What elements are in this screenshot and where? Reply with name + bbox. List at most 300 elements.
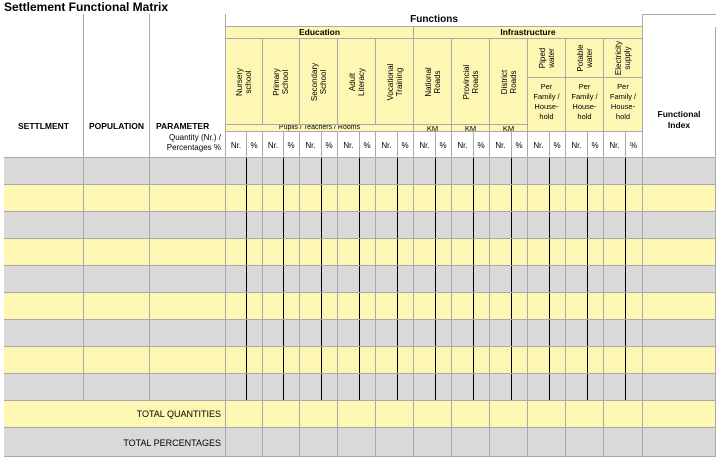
matrix-cell[interactable] bbox=[566, 266, 604, 293]
matrix-cell[interactable] bbox=[263, 347, 300, 374]
nr-pct-divider bbox=[473, 374, 474, 400]
nr-pct-divider bbox=[435, 374, 436, 400]
total-percentages-cell[interactable] bbox=[263, 428, 300, 457]
matrix-cell[interactable] bbox=[643, 320, 716, 347]
nr-pct-divider bbox=[359, 266, 360, 292]
matrix-cell[interactable] bbox=[643, 212, 716, 239]
infrastructure-col-4 bbox=[566, 39, 604, 78]
matrix-cell[interactable] bbox=[84, 347, 150, 374]
matrix-cell[interactable] bbox=[604, 293, 643, 320]
nr-label: Nr. bbox=[495, 141, 506, 150]
nr-pct-divider bbox=[473, 158, 474, 184]
nr-pct-divider bbox=[246, 293, 247, 319]
matrix-cell[interactable] bbox=[300, 320, 338, 347]
page-title: Settlement Functional Matrix bbox=[4, 0, 169, 14]
matrix-cell[interactable] bbox=[490, 347, 528, 374]
matrix-cell[interactable] bbox=[226, 266, 263, 293]
nr-pct-divider bbox=[511, 132, 512, 157]
matrix-cell[interactable] bbox=[490, 266, 528, 293]
matrix-cell[interactable] bbox=[4, 212, 84, 239]
matrix-cell[interactable] bbox=[490, 293, 528, 320]
nr-pct-divider bbox=[473, 185, 474, 211]
matrix-cell[interactable] bbox=[150, 374, 226, 401]
nr-pct-divider bbox=[283, 185, 284, 211]
nr-pct-divider bbox=[625, 347, 626, 373]
nr-pct-header bbox=[338, 132, 376, 158]
matrix-cell[interactable] bbox=[528, 320, 566, 347]
nr-pct-divider bbox=[435, 132, 436, 157]
matrix-cell[interactable] bbox=[414, 239, 452, 266]
pct-label: % bbox=[363, 141, 371, 150]
nr-pct-divider bbox=[397, 212, 398, 238]
nr-pct-divider bbox=[246, 158, 247, 184]
nr-pct-divider bbox=[359, 293, 360, 319]
nr-pct-divider bbox=[246, 374, 247, 400]
nr-pct-header bbox=[604, 132, 643, 158]
matrix-cell[interactable] bbox=[150, 158, 226, 185]
matrix-cell[interactable] bbox=[4, 239, 84, 266]
infrastructure-unit-0 bbox=[414, 125, 452, 132]
nr-pct-header bbox=[490, 132, 528, 158]
total-quantities-label-cell bbox=[4, 401, 226, 428]
matrix-cell[interactable] bbox=[338, 212, 376, 239]
nr-pct-divider bbox=[435, 266, 436, 292]
nr-pct-divider bbox=[321, 185, 322, 211]
nr-pct-divider bbox=[435, 185, 436, 211]
matrix-cell[interactable] bbox=[452, 347, 490, 374]
nr-pct-divider bbox=[625, 185, 626, 211]
matrix-cell[interactable] bbox=[452, 158, 490, 185]
nr-pct-divider bbox=[321, 266, 322, 292]
nr-pct-divider bbox=[511, 374, 512, 400]
matrix-cell[interactable] bbox=[604, 374, 643, 401]
matrix-cell[interactable] bbox=[414, 320, 452, 347]
total-quantities-cell[interactable] bbox=[604, 401, 643, 428]
population-header-label: POPULATION bbox=[88, 121, 145, 131]
infrastructure-col-label: Electricity supply bbox=[614, 40, 632, 76]
matrix-cell[interactable] bbox=[226, 293, 263, 320]
total-percentages-cell[interactable] bbox=[566, 428, 604, 457]
matrix-cell[interactable] bbox=[643, 347, 716, 374]
matrix-cell[interactable] bbox=[643, 239, 716, 266]
matrix-cell[interactable] bbox=[566, 212, 604, 239]
matrix-cell[interactable] bbox=[150, 320, 226, 347]
nr-label: Nr. bbox=[305, 141, 316, 150]
nr-pct-divider bbox=[283, 374, 284, 400]
nr-pct-divider bbox=[283, 212, 284, 238]
total-quantities-cell[interactable] bbox=[414, 401, 452, 428]
matrix-cell[interactable] bbox=[338, 158, 376, 185]
matrix-cell[interactable] bbox=[150, 239, 226, 266]
education-label: Education bbox=[298, 27, 341, 37]
nr-pct-divider bbox=[283, 132, 284, 157]
matrix-cell[interactable] bbox=[414, 185, 452, 212]
nr-pct-divider bbox=[549, 212, 550, 238]
total-percentages-cell[interactable] bbox=[452, 428, 490, 457]
matrix-cell[interactable] bbox=[263, 293, 300, 320]
nr-pct-divider bbox=[246, 320, 247, 346]
nr-pct-divider bbox=[625, 266, 626, 292]
matrix-cell[interactable] bbox=[452, 320, 490, 347]
matrix-cell[interactable] bbox=[300, 374, 338, 401]
matrix-cell[interactable] bbox=[226, 158, 263, 185]
total-percentages-cell[interactable] bbox=[528, 428, 566, 457]
nr-pct-divider bbox=[283, 293, 284, 319]
matrix-cell[interactable] bbox=[414, 293, 452, 320]
total-quantities-cell[interactable] bbox=[490, 401, 528, 428]
matrix-cell[interactable] bbox=[4, 266, 84, 293]
infrastructure-col-3 bbox=[528, 39, 566, 78]
nr-pct-divider bbox=[587, 185, 588, 211]
matrix-cell[interactable] bbox=[604, 185, 643, 212]
nr-pct-divider bbox=[587, 293, 588, 319]
total-quantities-cell[interactable] bbox=[643, 401, 716, 428]
matrix-cell[interactable] bbox=[528, 266, 566, 293]
matrix-cell[interactable] bbox=[226, 347, 263, 374]
education-col-3 bbox=[338, 39, 376, 125]
matrix-cell[interactable] bbox=[338, 185, 376, 212]
matrix-cell[interactable] bbox=[643, 266, 716, 293]
functional-index-label: Functional Index bbox=[657, 109, 701, 130]
matrix-cell[interactable] bbox=[452, 374, 490, 401]
matrix-cell[interactable] bbox=[376, 320, 414, 347]
nr-pct-divider bbox=[511, 158, 512, 184]
nr-pct-divider bbox=[625, 132, 626, 157]
infrastructure-col-label: Potable water bbox=[575, 44, 594, 72]
nr-pct-divider bbox=[397, 347, 398, 373]
nr-pct-divider bbox=[549, 158, 550, 184]
matrix-cell[interactable] bbox=[452, 185, 490, 212]
matrix-cell[interactable] bbox=[452, 293, 490, 320]
infrastructure-unit-5 bbox=[604, 78, 643, 132]
nr-pct-header bbox=[263, 132, 300, 158]
functions-label: Functions bbox=[410, 14, 458, 25]
matrix-cell[interactable] bbox=[452, 239, 490, 266]
matrix-cell[interactable] bbox=[643, 293, 716, 320]
nr-pct-divider bbox=[587, 132, 588, 157]
matrix-cell[interactable] bbox=[490, 185, 528, 212]
matrix-cell[interactable] bbox=[300, 239, 338, 266]
education-col-2 bbox=[300, 39, 338, 125]
matrix-cell[interactable] bbox=[376, 158, 414, 185]
total-percentages-cell[interactable] bbox=[300, 428, 338, 457]
nr-pct-divider bbox=[587, 266, 588, 292]
infrastructure-unit-3 bbox=[528, 78, 566, 132]
matrix-cell[interactable] bbox=[490, 320, 528, 347]
nr-pct-divider bbox=[321, 293, 322, 319]
pct-label: % bbox=[553, 141, 561, 150]
education-col-label: Secondary School bbox=[309, 62, 328, 101]
matrix-cell[interactable] bbox=[4, 320, 84, 347]
nr-pct-divider bbox=[397, 320, 398, 346]
total-quantities-cell[interactable] bbox=[263, 401, 300, 428]
matrix-cell[interactable] bbox=[338, 320, 376, 347]
matrix-cell[interactable] bbox=[414, 347, 452, 374]
matrix-cell[interactable] bbox=[376, 239, 414, 266]
nr-pct-divider bbox=[246, 266, 247, 292]
matrix-cell[interactable] bbox=[643, 185, 716, 212]
nr-pct-divider bbox=[587, 374, 588, 400]
nr-pct-header bbox=[452, 132, 490, 158]
nr-pct-divider bbox=[246, 347, 247, 373]
total-quantities-cell[interactable] bbox=[300, 401, 338, 428]
nr-label: Nr. bbox=[267, 141, 279, 150]
nr-label: Nr. bbox=[230, 141, 242, 150]
parameter-header-label: PARAMETER bbox=[156, 121, 210, 131]
nr-pct-divider bbox=[625, 293, 626, 319]
matrix-cell[interactable] bbox=[338, 266, 376, 293]
matrix-cell[interactable] bbox=[414, 374, 452, 401]
nr-pct-divider bbox=[435, 293, 436, 319]
matrix-cell[interactable] bbox=[376, 347, 414, 374]
matrix-cell[interactable] bbox=[604, 239, 643, 266]
nr-pct-divider bbox=[435, 320, 436, 346]
matrix-cell[interactable] bbox=[4, 158, 84, 185]
matrix-cell[interactable] bbox=[226, 185, 263, 212]
infrastructure-col-0 bbox=[414, 39, 452, 125]
nr-pct-divider bbox=[435, 239, 436, 265]
nr-pct-divider bbox=[283, 239, 284, 265]
infrastructure-unit-2 bbox=[490, 125, 528, 132]
nr-pct-divider bbox=[473, 212, 474, 238]
nr-pct-divider bbox=[625, 239, 626, 265]
matrix-cell[interactable] bbox=[604, 266, 643, 293]
infrastructure-col-5 bbox=[604, 39, 643, 78]
matrix-cell[interactable] bbox=[150, 293, 226, 320]
matrix-cell[interactable] bbox=[490, 158, 528, 185]
matrix-cell[interactable] bbox=[84, 158, 150, 185]
total-quantities-cell[interactable] bbox=[226, 401, 263, 428]
matrix-cell[interactable] bbox=[490, 239, 528, 266]
matrix-cell[interactable] bbox=[263, 158, 300, 185]
matrix-cell[interactable] bbox=[263, 320, 300, 347]
matrix-cell[interactable] bbox=[4, 293, 84, 320]
nr-pct-divider bbox=[359, 132, 360, 157]
nr-pct-divider bbox=[246, 239, 247, 265]
matrix-cell[interactable] bbox=[84, 185, 150, 212]
nr-pct-divider bbox=[625, 374, 626, 400]
matrix-cell[interactable] bbox=[338, 374, 376, 401]
parameter-subheader: Quantity (Nr.) / Percentages % bbox=[166, 133, 221, 152]
total-quantities-label: TOTAL QUANTITIES bbox=[136, 409, 221, 419]
nr-pct-divider bbox=[397, 132, 398, 157]
nr-pct-divider bbox=[587, 212, 588, 238]
matrix-cell[interactable] bbox=[300, 293, 338, 320]
matrix-cell[interactable] bbox=[452, 266, 490, 293]
nr-pct-header bbox=[376, 132, 414, 158]
nr-pct-divider bbox=[473, 132, 474, 157]
matrix-cell[interactable] bbox=[84, 239, 150, 266]
matrix-cell[interactable] bbox=[414, 266, 452, 293]
matrix-cell[interactable] bbox=[528, 185, 566, 212]
infrastructure-header bbox=[414, 27, 643, 39]
matrix-cell[interactable] bbox=[338, 239, 376, 266]
matrix-cell[interactable] bbox=[643, 374, 716, 401]
matrix-cell[interactable] bbox=[300, 266, 338, 293]
nr-pct-divider bbox=[511, 320, 512, 346]
matrix-cell[interactable] bbox=[263, 239, 300, 266]
matrix-cell[interactable] bbox=[414, 158, 452, 185]
nr-pct-divider bbox=[283, 320, 284, 346]
nr-pct-divider bbox=[511, 293, 512, 319]
matrix-cell[interactable] bbox=[84, 212, 150, 239]
education-col-label: Primary School bbox=[272, 67, 290, 96]
total-percentages-cell[interactable] bbox=[338, 428, 376, 457]
education-col-1 bbox=[263, 39, 300, 125]
matrix-cell[interactable] bbox=[414, 212, 452, 239]
nr-pct-divider bbox=[321, 158, 322, 184]
nr-pct-divider bbox=[283, 347, 284, 373]
nr-pct-divider bbox=[283, 266, 284, 292]
nr-pct-divider bbox=[359, 185, 360, 211]
functions-header bbox=[226, 14, 643, 27]
pupils-unit-label: Pupils / Teachers / Rooms bbox=[278, 125, 361, 131]
matrix-cell[interactable] bbox=[376, 293, 414, 320]
total-quantities-cell[interactable] bbox=[376, 401, 414, 428]
matrix-cell[interactable] bbox=[376, 185, 414, 212]
matrix-cell[interactable] bbox=[226, 374, 263, 401]
unit-label: KM bbox=[502, 125, 515, 132]
nr-pct-divider bbox=[587, 239, 588, 265]
nr-pct-divider bbox=[549, 320, 550, 346]
nr-pct-header bbox=[528, 132, 566, 158]
unit-label: KM bbox=[426, 125, 439, 132]
infrastructure-unit-4 bbox=[566, 78, 604, 132]
matrix-cell[interactable] bbox=[300, 347, 338, 374]
education-header bbox=[226, 27, 414, 39]
matrix-cell[interactable] bbox=[528, 239, 566, 266]
nr-pct-divider bbox=[549, 132, 550, 157]
nr-pct-divider bbox=[549, 185, 550, 211]
nr-pct-divider bbox=[549, 266, 550, 292]
nr-pct-divider bbox=[397, 266, 398, 292]
nr-pct-divider bbox=[359, 158, 360, 184]
matrix-cell[interactable] bbox=[490, 212, 528, 239]
matrix-cell[interactable] bbox=[84, 293, 150, 320]
nr-pct-divider bbox=[397, 239, 398, 265]
infrastructure-col-2 bbox=[490, 39, 528, 125]
nr-pct-divider bbox=[549, 374, 550, 400]
matrix-cell[interactable] bbox=[643, 158, 716, 185]
nr-pct-divider bbox=[473, 293, 474, 319]
matrix-cell[interactable] bbox=[338, 347, 376, 374]
matrix-cell[interactable] bbox=[566, 293, 604, 320]
infrastructure-col-label: Piped water bbox=[537, 47, 556, 69]
population-header bbox=[84, 14, 150, 158]
nr-pct-divider bbox=[246, 185, 247, 211]
matrix-cell[interactable] bbox=[300, 212, 338, 239]
nr-pct-header bbox=[226, 132, 263, 158]
matrix-cell[interactable] bbox=[150, 185, 226, 212]
education-col-label: Nursery school bbox=[235, 67, 253, 96]
total-percentages-cell[interactable] bbox=[226, 428, 263, 457]
nr-pct-divider bbox=[473, 320, 474, 346]
matrix-cell[interactable] bbox=[604, 347, 643, 374]
nr-pct-divider bbox=[549, 293, 550, 319]
matrix-cell[interactable] bbox=[150, 347, 226, 374]
matrix-cell[interactable] bbox=[604, 158, 643, 185]
total-quantities-cell[interactable] bbox=[338, 401, 376, 428]
pct-label: % bbox=[477, 141, 485, 150]
total-percentages-cell[interactable] bbox=[643, 428, 716, 457]
matrix-cell[interactable] bbox=[226, 212, 263, 239]
infrastructure-col-1 bbox=[452, 39, 490, 125]
total-percentages-cell[interactable] bbox=[604, 428, 643, 457]
matrix-cell[interactable] bbox=[566, 185, 604, 212]
unit-label: KM bbox=[464, 125, 477, 132]
matrix-cell[interactable] bbox=[84, 266, 150, 293]
matrix-cell[interactable] bbox=[338, 293, 376, 320]
matrix-cell[interactable] bbox=[528, 158, 566, 185]
matrix-cell[interactable] bbox=[84, 320, 150, 347]
matrix-cell[interactable] bbox=[490, 374, 528, 401]
matrix-cell[interactable] bbox=[528, 374, 566, 401]
nr-label: Nr. bbox=[457, 141, 468, 150]
education-col-0 bbox=[226, 39, 263, 125]
matrix-cell[interactable] bbox=[376, 266, 414, 293]
nr-pct-divider bbox=[359, 212, 360, 238]
infrastructure-col-label: National Roads bbox=[423, 66, 442, 97]
nr-pct-divider bbox=[321, 212, 322, 238]
pct-label: % bbox=[515, 141, 523, 150]
nr-pct-divider bbox=[321, 239, 322, 265]
matrix-cell[interactable] bbox=[84, 374, 150, 401]
matrix-cell[interactable] bbox=[4, 347, 84, 374]
matrix-cell[interactable] bbox=[300, 158, 338, 185]
matrix-cell[interactable] bbox=[263, 374, 300, 401]
matrix-cell[interactable] bbox=[376, 374, 414, 401]
nr-pct-header bbox=[566, 132, 604, 158]
matrix-cell[interactable] bbox=[566, 347, 604, 374]
matrix-cell[interactable] bbox=[4, 185, 84, 212]
matrix-cell[interactable] bbox=[263, 212, 300, 239]
matrix-cell[interactable] bbox=[528, 212, 566, 239]
matrix-cell[interactable] bbox=[452, 212, 490, 239]
pct-label: % bbox=[591, 141, 599, 150]
matrix-cell[interactable] bbox=[300, 185, 338, 212]
matrix-cell[interactable] bbox=[604, 212, 643, 239]
infrastructure-unit-1 bbox=[452, 125, 490, 132]
matrix-cell[interactable] bbox=[604, 320, 643, 347]
matrix-cell[interactable] bbox=[263, 185, 300, 212]
unit-label: Per Family / House- hold bbox=[571, 82, 598, 121]
nr-pct-divider bbox=[511, 266, 512, 292]
nr-pct-divider bbox=[397, 185, 398, 211]
nr-pct-divider bbox=[511, 212, 512, 238]
matrix-cell[interactable] bbox=[528, 347, 566, 374]
matrix-cell[interactable] bbox=[226, 239, 263, 266]
matrix-cell[interactable] bbox=[528, 293, 566, 320]
matrix-cell[interactable] bbox=[376, 212, 414, 239]
matrix-cell[interactable] bbox=[150, 266, 226, 293]
total-percentages-cell[interactable] bbox=[414, 428, 452, 457]
total-percentages-cell[interactable] bbox=[376, 428, 414, 457]
total-quantities-cell[interactable] bbox=[528, 401, 566, 428]
matrix-cell[interactable] bbox=[566, 239, 604, 266]
total-quantities-cell[interactable] bbox=[566, 401, 604, 428]
matrix-cell[interactable] bbox=[4, 374, 84, 401]
nr-label: Nr. bbox=[343, 141, 354, 150]
total-quantities-cell[interactable] bbox=[452, 401, 490, 428]
matrix-cell[interactable] bbox=[566, 374, 604, 401]
matrix-cell[interactable] bbox=[263, 266, 300, 293]
nr-pct-header bbox=[300, 132, 338, 158]
total-percentages-cell[interactable] bbox=[490, 428, 528, 457]
matrix-cell[interactable] bbox=[566, 320, 604, 347]
matrix-cell[interactable] bbox=[566, 158, 604, 185]
matrix-cell[interactable] bbox=[226, 320, 263, 347]
matrix-cell[interactable] bbox=[150, 212, 226, 239]
